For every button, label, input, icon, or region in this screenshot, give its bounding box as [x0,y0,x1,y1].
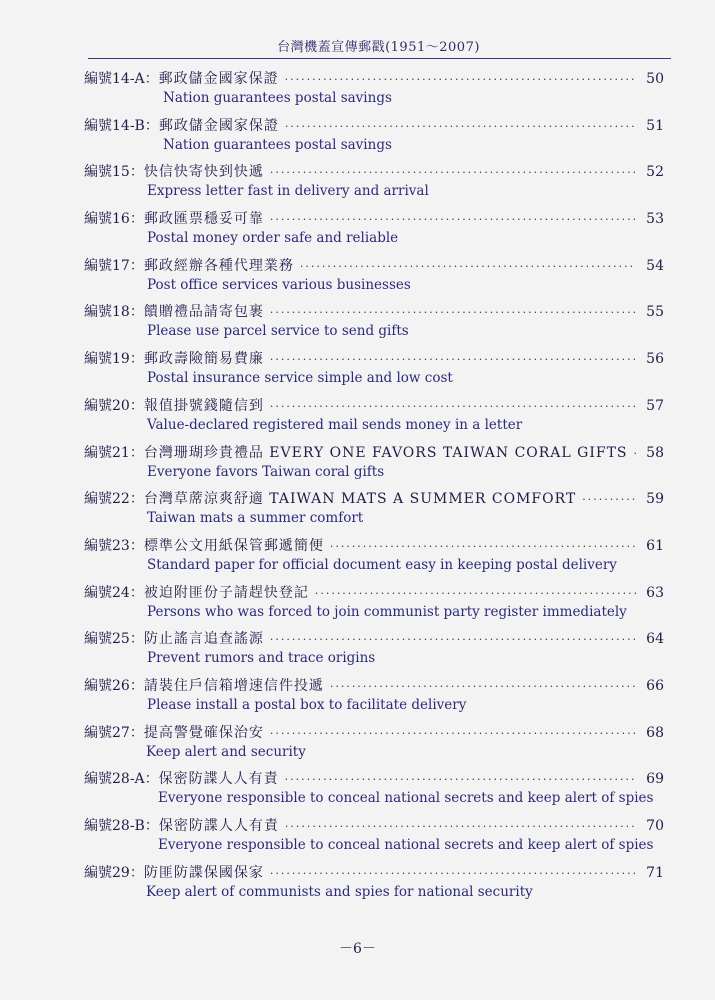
entry-code: 編號25 [84,631,130,648]
entry-title-zh: 台灣珊瑚珍貴禮品 EVERY ONE FAVORS TAIWAN CORAL GIFTS [143,444,628,461]
entry-code: 編號14-B [84,117,145,134]
entry-title-en: Everyone responsible to conceal national secrets and keep alert of spies [158,790,654,807]
toc-entry[interactable] [0,628,715,675]
entry-title-zh: 防匪防諜保國保家 [143,864,264,881]
entry-title-zh: 郵政經辦各種代理業務 [143,257,294,274]
entry-code: 編號29 [84,864,130,881]
toc-entry-heading [84,255,664,275]
colon-separator: ： [129,351,144,368]
toc-entry[interactable] [0,68,715,115]
entry-page-number: 58 [646,444,664,461]
toc-entry-heading [84,208,664,228]
toc-entry-heading [84,488,664,508]
toc-entry[interactable] [0,115,715,162]
entry-page-number: 61 [646,537,664,554]
toc-entry-heading [84,535,664,555]
entry-title-en: Everyone responsible to conceal national secrets and keep alert of spies [158,837,654,853]
dot-leader [270,306,636,319]
entry-page-number: 50 [646,71,664,87]
dot-leader [285,120,636,133]
entry-code: 編號28-A [84,771,145,788]
entry-title-zh: 提高警覺確保治安 [143,724,264,741]
toc-entry-heading [84,722,664,742]
dot-leader [270,867,636,880]
toc-entry-heading [84,815,664,835]
dot-leader [285,773,636,786]
entry-code: 編號21 [84,444,130,461]
dot-leader [330,680,636,693]
entry-page-number: 54 [646,257,664,274]
entry-title-zh: 郵政儲金國家保證 [158,117,279,134]
toc-entry-heading [84,301,664,321]
toc-entry-heading [84,862,664,882]
entry-title-en: Postal insurance service simple and low cost [147,370,453,387]
toc-entry[interactable] [0,488,715,535]
toc-entry[interactable] [0,768,715,815]
entry-title-zh: 饋贈禮品請寄包裹 [143,304,264,321]
colon-separator: ： [144,818,159,834]
dot-leader [330,540,636,553]
entry-title-en: Keep alert of communists and spies for national security [146,883,533,900]
entry-title-en: Value-declared registered mail sends money in a letter [147,416,523,433]
entry-page-number: 70 [646,818,664,834]
entry-page-number: 63 [646,584,664,601]
toc-entry[interactable] [0,348,715,395]
dot-leader [285,73,636,86]
toc-entry-heading [84,348,664,368]
entry-title-en: Post office services various businesses [147,276,411,293]
dot-leader [582,493,636,506]
toc-entry-heading [84,161,664,181]
colon-separator: ： [129,164,144,181]
entry-page-number: 69 [646,771,664,788]
entry-title-en: Persons who was forced to join communist party register immediately [147,603,627,620]
dot-leader [270,166,636,179]
colon-separator: ： [129,584,144,601]
entry-code: 編號19 [84,351,130,368]
entry-page-number: 71 [646,864,664,881]
entry-page-number: 52 [646,164,664,181]
colon-separator: ： [144,71,159,87]
entry-code: 編號16 [84,211,130,228]
entry-title-zh: 郵政匯票穩妥可靠 [143,211,264,228]
toc-entry[interactable] [0,442,715,489]
dot-leader [300,260,636,273]
toc-entry-heading [84,582,664,602]
entry-page-number: 59 [646,491,664,508]
entry-title-zh: 防止謠言追查謠源 [143,631,264,648]
entry-code: 編號15 [84,164,130,181]
colon-separator: ： [129,257,144,274]
entry-title-zh: 快信快寄快到快遞 [143,164,264,181]
page-number: －6－ [339,941,376,957]
colon-separator: ： [129,444,144,461]
entry-code: 編號24 [84,584,130,601]
colon-separator: ： [129,397,144,414]
dot-leader [270,727,636,740]
entry-title-en: Please use parcel service to send gifts [147,323,409,340]
entry-title-en: Taiwan mats a summer comfort [147,510,364,527]
entry-title-en: Prevent rumors and trace origins [147,650,376,667]
toc-entry-heading [84,675,664,695]
colon-separator: ： [129,211,144,228]
colon-separator: ： [129,537,144,554]
entry-page-number: 66 [646,677,664,694]
colon-separator: ： [129,864,144,881]
colon-separator: ： [129,631,144,648]
toc-entry[interactable] [0,161,715,208]
entry-code: 編號14-A [84,71,145,87]
toc-entry[interactable] [0,582,715,629]
toc-entry[interactable] [0,862,715,909]
entry-title-zh: 郵政壽險簡易費廉 [143,351,264,368]
entry-page-number: 57 [646,397,664,414]
entry-title-zh: 請裝住戶信箱增速信件投遞 [143,677,324,694]
dot-leader [270,353,636,366]
dot-leader [270,400,636,413]
running-header: 台灣機蓋宣傳郵戳(1951～2007) [277,40,480,55]
entry-title-en: Standard paper for official document easy in keeping postal delivery [147,556,617,573]
toc-entry[interactable] [0,208,715,255]
toc-entry[interactable] [0,255,715,302]
toc-entry-heading [84,768,664,788]
entry-code: 編號18 [84,304,130,321]
entry-title-zh: 郵政儲金國家保證 [158,71,279,87]
toc-entry-heading [84,115,664,135]
toc-entry-heading [84,442,664,462]
entry-title-en: Postal money order safe and reliable [147,230,399,247]
dot-leader [315,587,636,600]
entry-page-number: 56 [646,351,664,368]
entry-code: 編號23 [84,537,130,554]
entry-title-en: Express letter fast in delivery and arrival [147,183,429,200]
colon-separator: ： [129,304,144,321]
entry-title-zh: 報值掛號錢隨信到 [143,397,264,414]
toc-list [0,68,715,908]
toc-entry[interactable] [0,535,715,582]
dot-leader [270,213,636,226]
toc-entry-heading [84,68,664,88]
colon-separator: ： [144,117,159,134]
entry-title-zh: 保密防諜人人有責 [158,771,279,788]
dot-leader [634,447,636,460]
entry-code: 編號20 [84,397,130,414]
entry-title-en: Keep alert and security [146,743,306,760]
entry-page-number: 68 [646,724,664,741]
entry-title-en: Please install a postal box to facilitate delivery [147,696,467,713]
entry-title-zh: 被迫附匪份子請趕快登記 [143,584,309,601]
entry-code: 編號17 [84,257,130,274]
entry-code: 編號28-B [84,818,145,834]
entry-code: 編號26 [84,677,130,694]
entry-code: 編號27 [84,724,130,741]
dot-leader [285,820,636,833]
colon-separator: ： [144,771,159,788]
entry-title-zh: 標準公文用紙保管郵遞簡便 [143,537,324,554]
toc-entry[interactable] [0,301,715,348]
toc-entry-heading [84,628,664,648]
dot-leader [270,633,636,646]
colon-separator: ： [129,724,144,741]
entry-title-zh: 台灣草蓆涼爽舒適 TAIWAN MATS A SUMMER COMFORT [143,491,577,508]
colon-separator: ： [129,677,144,694]
toc-entry[interactable] [0,395,715,442]
toc-entry-heading [84,395,664,415]
entry-code: 編號22 [84,491,130,508]
entry-page-number: 64 [646,631,664,648]
colon-separator: ： [129,491,144,508]
toc-entry[interactable] [0,722,715,769]
header-rule [88,58,671,59]
entry-title-en: Nation guarantees postal savings [163,136,392,153]
entry-title-zh: 保密防諜人人有責 [158,818,279,834]
entry-title-en: Everyone favors Taiwan coral gifts [147,463,385,480]
entry-page-number: 55 [646,304,664,321]
toc-entry[interactable] [0,675,715,722]
toc-entry[interactable] [0,815,715,862]
entry-title-en: Nation guarantees postal savings [163,90,392,106]
entry-page-number: 51 [646,117,664,134]
entry-page-number: 53 [646,211,664,228]
